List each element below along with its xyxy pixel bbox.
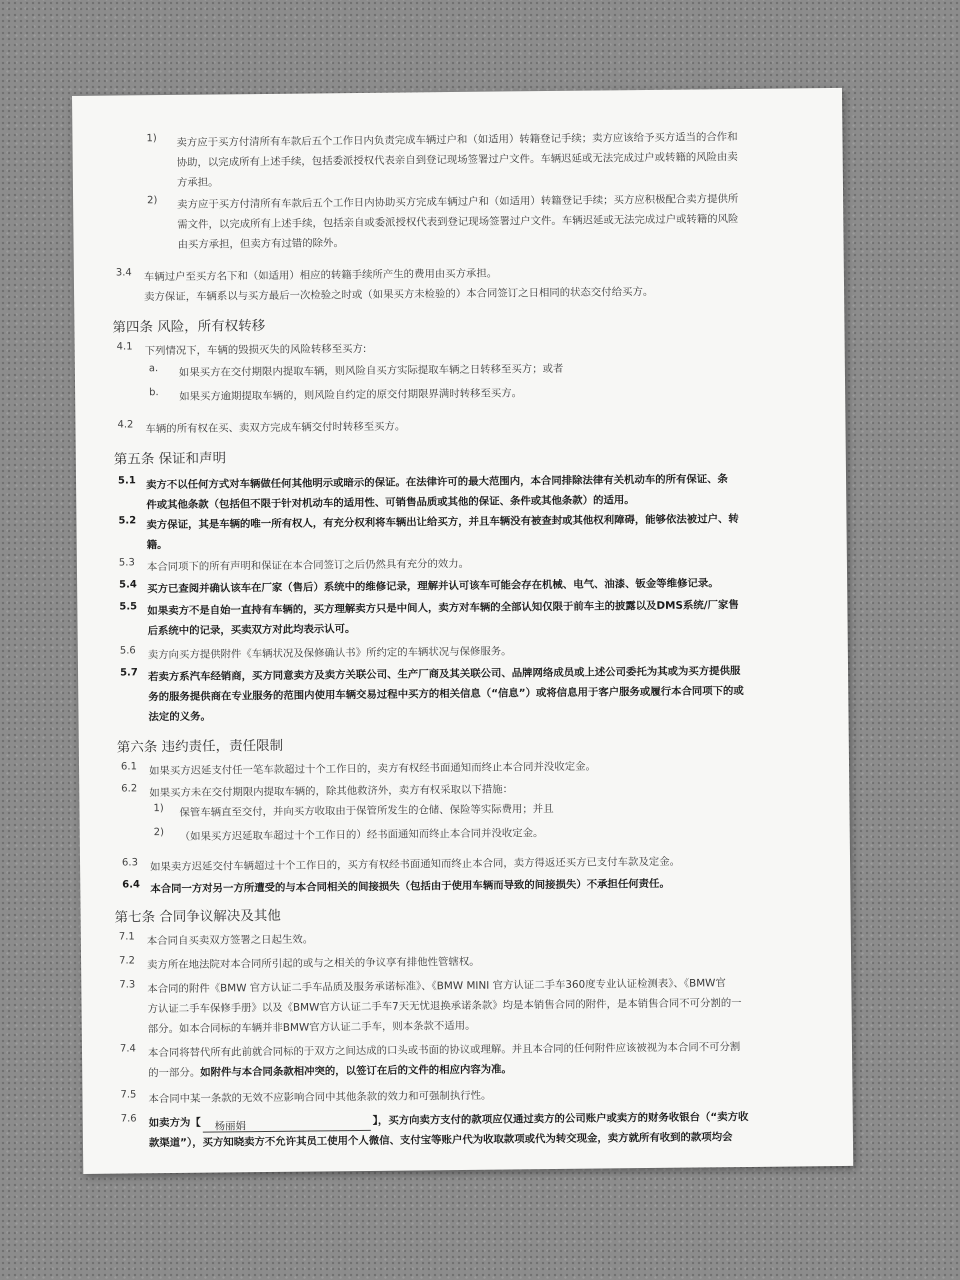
clause-number: 7.4 — [119, 1043, 136, 1055]
clause-number: 5.2 — [118, 515, 137, 527]
clause-text: 买方已查阅并确认该车在厂家（售后）系统中的维修记录，理解并认可该车可能会存在机械、电气、油漆、钣金等维修记录。 — [147, 577, 719, 596]
clause-fragment: 如卖方为【 — [148, 1116, 201, 1130]
item-number: b. — [149, 387, 159, 399]
clause-number: 6.2 — [121, 783, 138, 795]
clause-text: （如果买方迟延取车超过十个工作日的）经书面通知而终止本合同并没收定金。 — [179, 827, 544, 843]
clause-line: 方认证二手车保修手册》以及《BMW官方认证二手车7天无忧退换承诺条款》均是本销售合同的附件，是本销售合同不可分割的一 — [147, 997, 742, 1016]
clause-number: 5.3 — [118, 557, 135, 569]
clause-line: 由买方承担，但卖方有过错的除外。 — [177, 237, 344, 251]
clause-text: 本合同中某一条款的无效不应影响合同中其他条款的效力和可强制执行性。 — [148, 1089, 492, 1106]
clause-line: 本合同将替代所有此前就合同标的于双方之间达成的口头或书面的协议或理解。并且本合同的任何附件应该被视为本合同不可分割 — [147, 1041, 741, 1060]
clause-number: 4.2 — [117, 419, 134, 431]
clause-number: 6.4 — [122, 879, 141, 891]
clause-number: 4.1 — [116, 341, 133, 353]
clause-number: 5.4 — [119, 579, 137, 591]
clause-line: 本合同的附件《BMW 官方认证二手车品质及服务承诺标准》、《BMW MINI 官方认证二手车360度专业认证检测表》、《BMW官 — [147, 977, 726, 996]
clause-text: 卖方向买方提供附件《车辆状况及保修确认书》所约定的车辆状况与保修服务。 — [147, 645, 512, 662]
clause-number: 7.6 — [120, 1113, 137, 1125]
clause-line: 协助，以完成所有上述手续，包括委派授权代表亲自到登记现场签署过户文件。车辆迟延或无法完成过户或转籍的风险由卖 — [176, 151, 738, 169]
clause-number: 7.1 — [118, 931, 135, 943]
clause-text: 如果卖方迟延交付车辆超过十个工作日的，买方有权经书面通知而终止本合同，卖方得返还买方已支付车款及定金。 — [150, 855, 681, 874]
clause-line: 法定的义务。 — [148, 710, 211, 724]
clause-text: 下列情况下，车辆的毁损灭失的风险转移至买方: — [144, 342, 367, 358]
clause-line: 卖方应于买方付清所有车款后五个工作日内协助买方完成车辆过户和（如适用）转籍登记手续；买方应积极配合卖方提供所 — [177, 193, 739, 211]
clause-number: 5.1 — [117, 475, 136, 487]
clause-number: 5.6 — [119, 645, 136, 657]
item-number: 1) — [146, 133, 157, 145]
clause-line — [148, 1059, 512, 1083]
clause-line: 卖方保证，车辆系以与买方最后一次检验之时或（如果买方未检验的）本合同签订之日相同的状态交付给买方。 — [144, 285, 654, 304]
clause-fragment: 】，买方向卖方支付的款项应仅通过卖方的公司账户或卖方的财务收银台（“卖方收 — [372, 1110, 749, 1127]
clause-number: 5.5 — [119, 601, 138, 613]
item-number: a. — [148, 363, 159, 375]
seller-name-field — [203, 1114, 371, 1133]
clause-text: 如果买方在交付期限内提取车辆，则风险自买方实际提取车辆之日转移至买方；或者 — [178, 362, 564, 379]
clause-line: 车辆过户至买方名下和（如适用）相应的转籍手续所产生的费用由买方承担。 — [143, 267, 498, 284]
article-heading: 第四条 风险，所有权转移 — [112, 317, 266, 336]
clause-number: 7.3 — [119, 979, 136, 991]
article-heading: 第五条 保证和声明 — [113, 450, 227, 468]
clause-number: 7.5 — [120, 1089, 137, 1101]
clause-fragment-bold: 如附件与本合同条款相冲突的，以签订在后的文件的相应内容为准。 — [200, 1063, 512, 1079]
clause-line: 后系统中的记录，买卖双方对此均表示认可。 — [147, 623, 356, 638]
clause-text: 本合同项下的所有声明和保证在本合同签订之后仍然具有充分的效力。 — [146, 557, 470, 574]
clause-text: 如果买方未在交付期限内提取车辆的，除其他救济外，卖方有权采取以下措施： — [149, 783, 514, 800]
clause-line: 卖方保证，其是车辆的唯一所有权人，有充分权利将车辆出让给买方，并且车辆没有被查封或其他权利障碍，能够依法被过户、转 — [146, 513, 739, 532]
clause-line: 务的服务提供商在专业服务的范围内使用车辆交易过程中买方的相关信息（“信息”）或将信息用于客户服务或履行本合同项下的或 — [148, 684, 744, 704]
clause-number: 6.1 — [120, 761, 137, 773]
article-heading: 第七条 合同争议解决及其他 — [114, 907, 281, 926]
clause-number: 3.4 — [115, 267, 132, 279]
clause-text: 如果买方迟延支付任一笔车款超过十个工作日的，卖方有权经书面通知而终止本合同并没收定金。 — [149, 760, 596, 778]
clause-line: 部分。如本合同标的车辆并非BMW官方认证二手车，则本条款不适用。 — [147, 1019, 476, 1036]
clause-text: 本合同一方对另一方所遭受的与本合同相关的间接损失（包括由于使用车辆而导致的间接损失）不承担任何责任。 — [150, 877, 670, 896]
clause-line: 若卖方系汽车经销商，买方同意卖方及卖方关联公司、生产厂商及其关联公司、品牌网络成员或上述公司委托为其或为买方提供服 — [148, 665, 741, 684]
clause-number: 7.2 — [119, 955, 136, 967]
article-heading: 第六条 违约责任，责任限制 — [116, 737, 284, 756]
item-number: 2) — [153, 827, 165, 839]
clause-line: 款渠道”），买方知晓卖方不允许其员工使用个人微信、支付宝等账户代为收取款项或代为转交现金，卖方就所有收到的款项均会 — [148, 1131, 733, 1150]
item-number: 2) — [147, 195, 158, 207]
clause-text: 本合同自买卖双方签署之日起生效。 — [146, 933, 314, 948]
clause-line: 件或其他条款（包括但不限于针对机动车的适用性、可销售品质或其他的保证、条件或其他条款）的适用。 — [146, 494, 635, 512]
clause-line: 方承担。 — [176, 176, 219, 189]
contract-page — [72, 88, 853, 1174]
item-number: 1) — [153, 803, 164, 815]
clause-line: 卖方应于买方付清所有车款后五个工作日内负责完成车辆过户和（如适用）转籍登记手续；卖方应该给予买方适当的合作和 — [176, 131, 738, 149]
clause-line: 如果卖方不是自始一直持有车辆的，买方理解卖方只是中间人，卖方对车辆的全部认知仅限于前车主的披露以及DMS系统/厂家售 — [147, 599, 739, 618]
clause-text: 车辆的所有权在买、卖双方完成车辆交付时转移至买方。 — [145, 420, 406, 436]
clause-line: 籍。 — [146, 539, 168, 552]
clause-number: 5.7 — [119, 667, 138, 679]
clause-line: 需文件，以完成所有上述手续，包括亲自或委派授权代表到登记现场签署过户文件。车辆迟延或无法完成过户或转籍的风险 — [177, 213, 739, 231]
clause-fragment: 的一部分。 — [148, 1066, 201, 1080]
clause-number: 6.3 — [121, 857, 138, 869]
clause-line: 卖方不以任何方式对车辆做任何其他明示或暗示的保证。在法律许可的最大范围内，本合同排除法律有关机动车的所有保证、条 — [146, 473, 728, 492]
clause-text: 保管车辆直至交付，并向买方收取由于保管所发生的仓储、保险等实际费用；并且 — [179, 802, 554, 819]
seller-name: 杨丽娟 — [214, 1120, 246, 1133]
clause-text: 卖方所在地法院对本合同所引起的或与之相关的争议享有排他性管辖权。 — [147, 955, 480, 972]
clause-text: 如果买方逾期提取车辆的，则风险自约定的原交付期限界满时转移至买方。 — [179, 387, 523, 403]
